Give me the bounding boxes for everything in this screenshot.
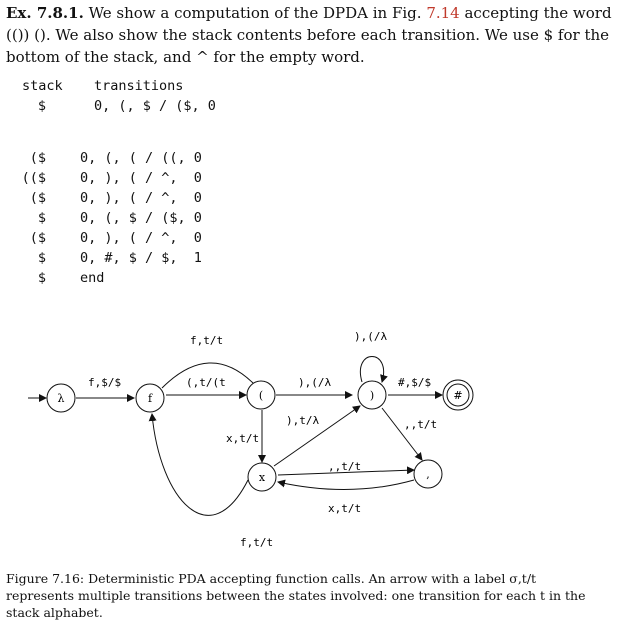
label-close-loop: ),(/λ [354, 330, 388, 343]
stack-header: stack [22, 78, 63, 94]
edge-comma-x [278, 480, 414, 490]
label-x-comma: ,,t/t [328, 460, 362, 473]
label-comma-x: x,t/t [328, 502, 362, 515]
svg-text:#: # [453, 389, 463, 402]
label-open-x: x,t/t [226, 432, 260, 445]
svg-text:λ: λ [57, 392, 65, 405]
state-open-paren [247, 381, 275, 409]
svg-text:(: ( [258, 389, 264, 402]
edge-close-loop [360, 357, 383, 383]
transition-cell: 0, #, $ / $, 1 [80, 250, 202, 266]
example-text-2: accepting the word (()) (). We also show the stack contents before each transition. We use $ for the bottom of the stack, and ^ for the empty word. [6, 4, 612, 66]
transition-first: 0, (, $ / ($, 0 [94, 98, 216, 114]
state-x [248, 463, 276, 491]
label-f-top: f,t/t [190, 334, 224, 347]
label-lambda-f: f,$/$ [88, 376, 122, 389]
svg-text:x: x [258, 471, 266, 484]
state-comma [414, 460, 442, 488]
label-x-close: ),t/λ [286, 414, 320, 427]
stack-cell: ($ [29, 190, 46, 206]
transition-cell: end [80, 270, 105, 286]
stack-cell: $ [37, 270, 46, 286]
state-lambda [47, 384, 75, 412]
pda-diagram [0, 320, 631, 560]
label-x-f: f,t/t [240, 536, 274, 549]
stack-cell: (($ [21, 170, 46, 186]
label-close-comma: ,,t/t [404, 418, 438, 431]
transition-cell: 0, ), ( / ^, 0 [80, 170, 202, 186]
figure-caption: Figure 7.16: Deterministic PDA accepting function calls. An arrow with a label σ,t/t represents multiple transitions between the states involved: one transition for each t in the stack alphabet. [6, 571, 586, 620]
label-f-open: (,t/(t [186, 376, 226, 389]
edge-close-comma [382, 408, 422, 460]
svg-text:f: f [147, 392, 153, 405]
example-paragraph [6, 2, 626, 68]
state-accept [443, 380, 473, 410]
state-close-paren [358, 381, 386, 409]
example-text-1: We show a computation of the DPDA in Fig. [83, 4, 427, 22]
state-f [136, 384, 164, 412]
transitions-header: transitions [94, 78, 184, 94]
transition-cell: 0, (, ( / ((, 0 [80, 150, 202, 166]
svg-text:): ) [369, 389, 375, 402]
stack-cell: ($ [29, 230, 46, 246]
transition-cell: 0, (, $ / ($, 0 [80, 210, 202, 226]
example-label: Ex. 7.8.1. [6, 4, 84, 22]
edge-x-f [152, 414, 248, 515]
figure-reference-link[interactable]: 7.14 [426, 4, 460, 22]
svg-text:,: , [426, 468, 430, 481]
stack-cell: $ [37, 210, 46, 226]
stack-cell: $ [37, 250, 46, 266]
transition-cell: 0, ), ( / ^, 0 [80, 190, 202, 206]
stack-first: $ [37, 98, 46, 114]
stack-cell: ($ [29, 150, 46, 166]
label-close-accept: #,$/$ [398, 376, 432, 389]
label-open-close: ),(/λ [298, 376, 332, 389]
transition-cell: 0, ), ( / ^, 0 [80, 230, 202, 246]
